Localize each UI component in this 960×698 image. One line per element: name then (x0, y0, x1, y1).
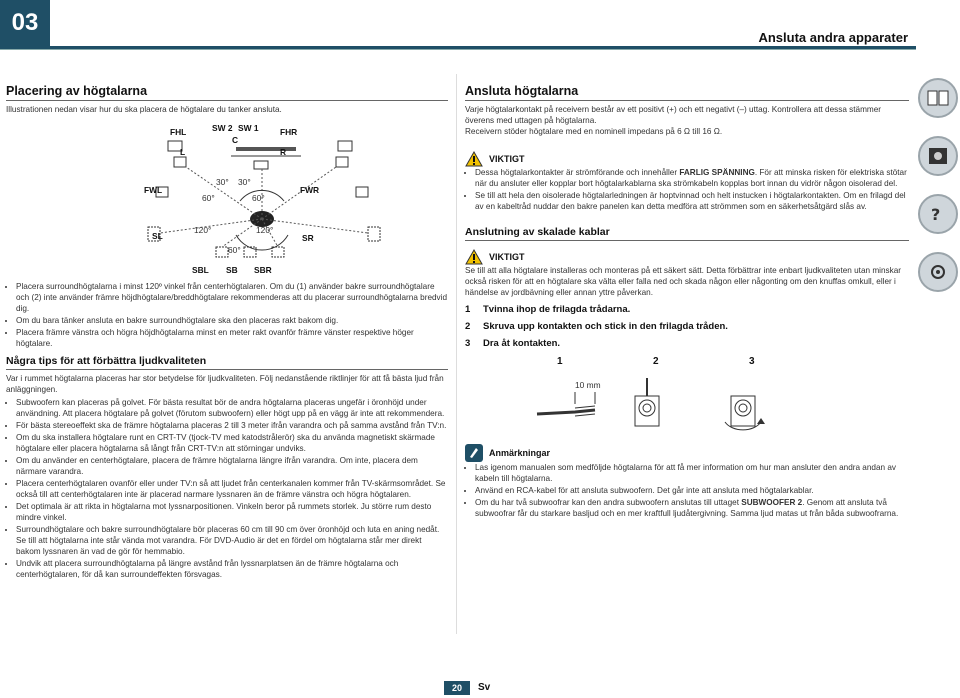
label-l: L (180, 147, 186, 157)
settings-icon[interactable] (918, 252, 958, 292)
warning-bullets (465, 167, 909, 212)
label-c: C (232, 135, 239, 145)
svg-text:?: ? (931, 205, 941, 224)
label-fwl: FWL (144, 185, 163, 195)
list-item: • Om du ska installera högtalare runt en CRT-TV (tjock-TV med katodstrålerör) ska du använda magnetiskt skärmade högtalare eller placera högtalarna så långt från CRT-TV:n att störningar undviks. (16, 432, 448, 454)
section-rule (465, 240, 909, 241)
warning-header (465, 151, 909, 167)
section-rule (6, 100, 448, 101)
label-sr: SR (302, 233, 314, 243)
list-item: • Placera främre vänstra och högra höjdhögtalarna minst en meter rakt ovanför främre vänster respektive höger högtalare. (16, 327, 448, 349)
warning-text-bold: FARLIG SPÄNNING (679, 168, 755, 177)
label-sl: SL (152, 231, 163, 241)
device-icon[interactable] (918, 136, 958, 176)
list-item: • Surroundhögtalare och bakre surroundhögtalare bör placeras 60 cm till 90 cm över öronhöjd och luta en aning nedåt. Se till att högtalarna inte står vända mot varandra. För DVD-Audio är det en fördel om högtalarna står mer direkt bakom lyssnaren än vad de gör för hemmabio. (16, 524, 448, 557)
step-number: 3 (465, 338, 471, 349)
angle-120-left: 120° (194, 225, 212, 235)
angle-120-right: 120° (256, 225, 274, 235)
list-item: • Om du bara tänker ansluta en bakre surroundhögtalare ska den placeras rakt bakom dig. (16, 315, 448, 326)
note-text-b: . Genom att ansluta två subwoofrar får du starkare basljud och en mer kraftfull ljudåtergivning. Samma ljud matas ut från båda subwoofrarna. (475, 498, 899, 518)
warning2-label: VIKTIGT (489, 252, 525, 262)
page-header-title: Ansluta andra apparater (758, 30, 908, 45)
angle-30-left: 30° (216, 177, 229, 187)
list-item (475, 167, 909, 189)
warning2-header (465, 249, 909, 265)
notes-header (465, 444, 909, 462)
note-icon (465, 444, 483, 462)
label-fhr: FHR (280, 127, 298, 137)
warning-icon (465, 151, 483, 167)
label-sw1: SW 1 (238, 123, 259, 133)
connect-title: Ansluta högtalarna (465, 84, 579, 98)
list-item: • Placera surroundhögtalarna i minst 120º vinkel från centerhögtalaren. Om du (1) använder bakre surroundhögtalare och (2) inte använder främre höjdhögtalare/breddhögtalare rekommenderas att du placerar surroundhögtalarna bredvid dig. (16, 281, 448, 314)
step-text: Tvinna ihop de frilagda trådarna. (483, 304, 631, 315)
wiring-figure (535, 356, 835, 436)
list-item: • För bästa stereoeffekt ska de främre högtalarna placeras 2 till 3 meter ifrån varandra och på samma avstånd från TV:n. (16, 420, 448, 431)
troubleshoot-icon[interactable] (918, 194, 958, 234)
warning-label: VIKTIGT (489, 154, 525, 164)
warning-icon (465, 249, 483, 265)
speaker-diagram-graphic (136, 127, 466, 277)
manual-book-icon[interactable] (918, 78, 958, 118)
tips-bullets (6, 397, 448, 580)
language-code: Sv (478, 682, 491, 693)
label-sb: SB (226, 265, 238, 275)
fig-label-3: 3 (749, 356, 755, 367)
list-item: • Placera centerhögtalaren ovanför eller under TV:n så att ljudet från centerkanalen kommer från TV-skärmsområdet. Se också till att centerhögtalaren inte är placerad narmare lyssnaren än de främre vänstra och högra högtalaren. (16, 478, 448, 500)
angle-60-back: 60° (228, 245, 241, 255)
list-item (475, 190, 909, 212)
step-item (465, 338, 909, 350)
warning-text-a: Dessa högtalarkontakter är strömförande och innehåller (475, 168, 680, 177)
warning2-text: Se till att alla högtalare installeras och monteras på ett säkert sätt. Detta förbättrar inte enbart ljudkvaliteten utan minskar också risken för att en högtalare ska välta eller falla ned och skada någon eller någonting om den knuffas omkull, eller i händelse av jordbävning eller annan yttre påverkan. (465, 266, 901, 297)
chapter-badge: 03 (0, 0, 50, 46)
list-item: • Om du använder en centerhögtalare, placera de främre högtalarna längre ifrån varandra. Om inte, placera dem närmare varandra. (16, 455, 448, 477)
note-text-bold: SUBWOOFER 2 (741, 498, 803, 507)
connect-p2: Receivern stöder högtalare med en nominell impedans på 6 Ω till 16 Ω. (465, 127, 723, 136)
page-number: 20 (444, 681, 470, 695)
connect-p1: Varje högtalarkontakt på receivern består av ett positivt (+) och ett negativt (–) uttag. Kontrollera att dessa stämmer överens med uttagen på högtalarna. (465, 105, 882, 125)
section-rule (6, 369, 448, 370)
label-sw2: SW 2 (212, 123, 233, 133)
angle-60-right: 60° (252, 193, 265, 203)
section-rule (465, 100, 909, 101)
step-text: Dra åt kontakten. (483, 338, 561, 349)
list-item (475, 485, 909, 496)
note-text: Använd en RCA-kabel för att ansluta subwoofern. Det går inte att ansluta med högtalarkablar. (475, 486, 814, 495)
header-rule-thin (0, 49, 916, 50)
note-text: Las igenom manualen som medföljde högtalarna för att få mer information om hur man ansluter den andra andan av kabeln till högtalarna. (475, 463, 896, 483)
warning-text-b: . För att minska risken för elektriska stötar när du ansluter eller kopplar bort högtalarkablarna ska strömkabeln kopplas bort innan du vidrör någon oisolerad del. (475, 168, 907, 188)
list-item: • Subwoofern kan placeras på golvet. För bästa resultat bör de andra högtalarna placeras ungefär i öronhöjd under användning. Att placera högtalare på golvet (förutom subwoofern) eller högt upp på en vägg är inte att rekommendera. (16, 397, 448, 419)
tips-intro: Var i rummet högtalarna placeras har stor betydelse för ljudkvaliteten. Följ nedanstående riktlinjer för att få bästa ljud från anläggningen. (6, 374, 444, 394)
list-item: • Undvik att placera surroundhögtalarna på längre avstånd från lyssnarplatsen än de främre högtalarna och centerhögtalaren, för då kan surroundeffekten försvagas. (16, 558, 448, 580)
note-text-a: Om du har två subwoofrar kan den andra subwoofern anslutas till uttaget (475, 498, 742, 507)
notes-label: Anmärkningar (489, 448, 551, 458)
angle-60-left: 60° (202, 193, 215, 203)
placement-intro: Illustrationen nedan visar hur du ska placera de högtalare du tanker ansluta. (6, 105, 282, 114)
label-fwr: FWR (300, 185, 320, 195)
speaker-placement-diagram (136, 123, 466, 277)
angle-30-right: 30° (238, 177, 251, 187)
list-item (475, 462, 909, 484)
fig-label-1: 1 (557, 356, 563, 367)
label-sbl: SBL (192, 265, 209, 275)
left-column (6, 84, 448, 581)
tips-title: Några tips för att förbättra ljudkvaliteten (6, 355, 207, 367)
fig-measure: 10 mm (575, 380, 601, 390)
list-item: • Det optimala är att rikta in högtalarna mot lyssnarpositionen. Vinkeln beror på rummets storlek. Ju större rum desto mindre vinkel. (16, 501, 448, 523)
warning-text-c: Se till att hela den oisolerade högtalarledningen är hoptvinnad och helt instucken i högtalarkontakten. Om en frilagd del av en kabeltråd nuddar den bakre panelen kan detta medföra att strömmen som en säkerhetsåtgärd slås av. (475, 191, 906, 211)
notes-list (465, 462, 909, 519)
label-sbr: SBR (254, 265, 272, 275)
list-item (475, 497, 909, 519)
wiring-graphic (535, 356, 835, 436)
bare-wire-title: Anslutning av skalade kablar (465, 226, 610, 238)
right-column (465, 84, 909, 520)
step-number: 1 (465, 304, 471, 315)
label-fhl: FHL (170, 127, 187, 137)
step-item (465, 304, 909, 316)
steps-list (465, 304, 909, 350)
step-number: 2 (465, 321, 471, 332)
placement-title: Placering av högtalarna (6, 84, 148, 98)
step-text: Skruva upp kontakten och stick in den frilagda tråden. (483, 321, 728, 332)
label-r: R (280, 147, 287, 157)
step-item (465, 321, 909, 333)
placement-bullets (6, 281, 448, 349)
fig-label-2: 2 (653, 356, 659, 367)
